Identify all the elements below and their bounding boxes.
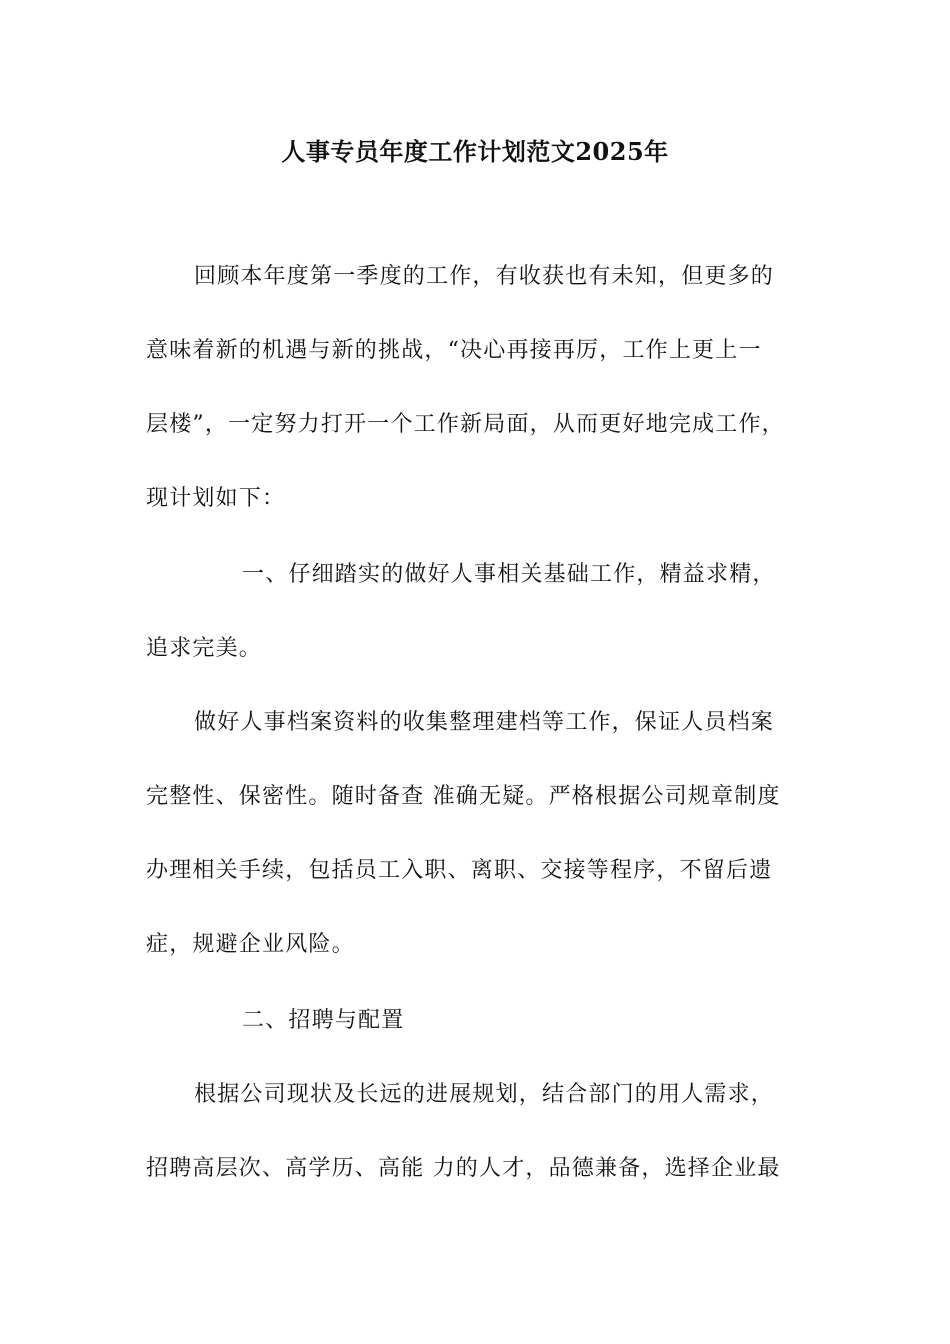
paragraph-line: 根据公司现状及长远的进展规划，结合部门的用人需求，: [194, 1082, 775, 1107]
paragraph-line: 层楼”，一定努力打开一个工作新局面，从而更好地完成工作，: [146, 412, 785, 437]
paragraph-line: 招聘高层次、高学历、高能 力的人才，品德兼备，选择企业最: [146, 1156, 781, 1181]
paragraph-line: 完整性、保密性。随时备查 准确无疑。严格根据公司规章制度: [146, 784, 781, 809]
paragraph-line: 办理相关手续，包括员工入职、离职、交接等程序，不留后遗: [146, 858, 773, 883]
paragraph-line: 做好人事档案资料的收集整理建档等工作，保证人员档案: [194, 710, 775, 735]
section-heading-1: 一、仔细踏实的做好人事相关基础工作，精益求精，: [242, 562, 776, 587]
paragraph-line: 症，规避企业风险。: [146, 932, 355, 957]
paragraph-line: 追求完美。: [146, 636, 263, 661]
paragraph-line: 回顾本年度第一季度的工作，有收获也有未知，但更多的: [194, 264, 775, 289]
section-heading-2: 二、招聘与配置: [242, 1008, 405, 1033]
paragraph-line: 意味着新的机遇与新的挑战，“决心再接再厉，工作上更上一: [146, 338, 762, 363]
paragraph-line: 现计划如下：: [146, 486, 286, 511]
page-title: 人事专员年度工作计划范文2025年: [281, 137, 669, 166]
